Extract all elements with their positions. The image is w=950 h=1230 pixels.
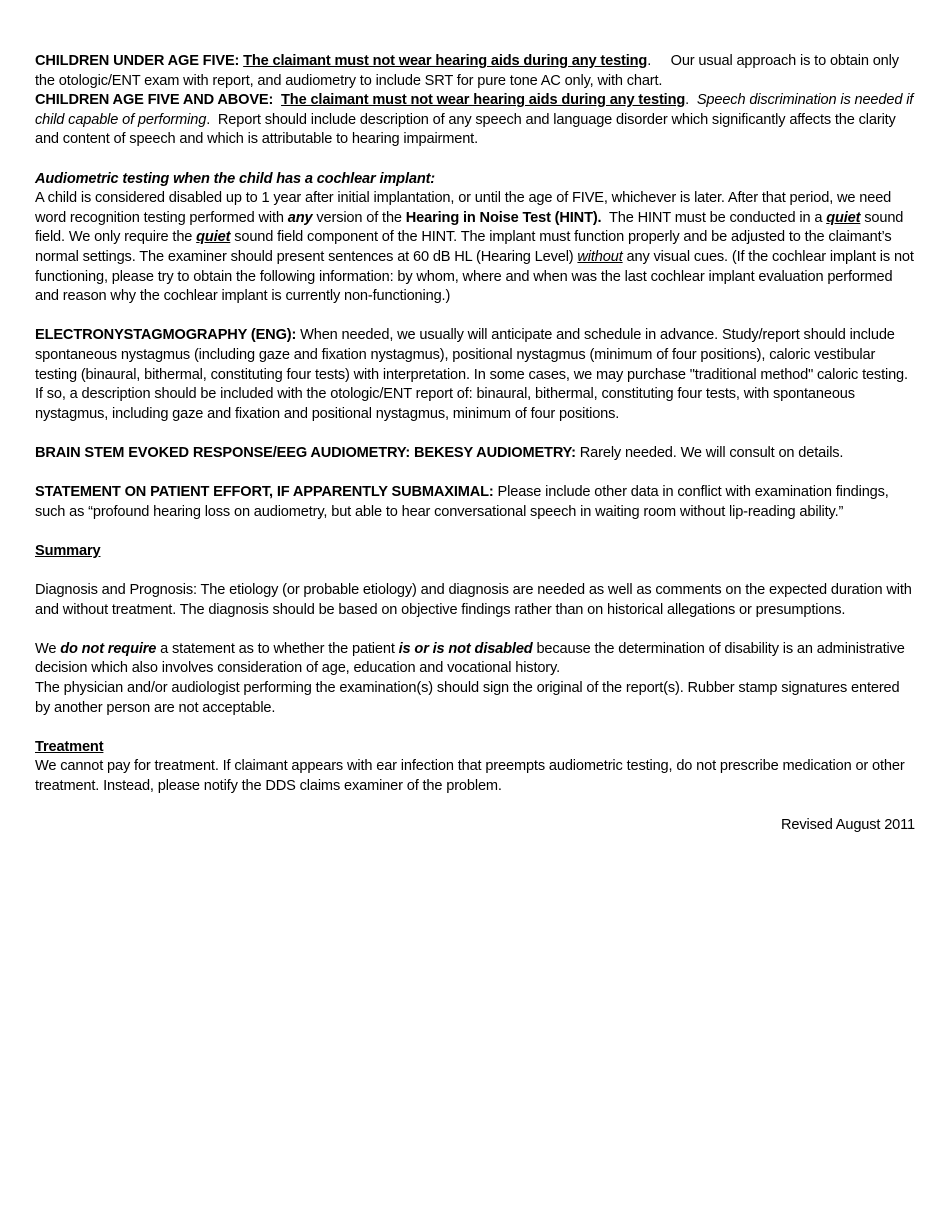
cochlear-heading: Audiometric testing when the child has a cochlear implant: [35, 170, 435, 187]
document-page [35, 52, 915, 836]
five-and-above-text: Report should include description of any speech and language disorder which significantly affects the clarity and content of speech and which is attributable to hearing impairment. [35, 111, 896, 148]
brainstem-heading: BRAIN STEM EVOKED RESPONSE/EEG AUDIOMETRY: BEKESY AUDIOMETRY: [35, 444, 576, 461]
under-five-heading: CHILDREN UNDER AGE FIVE: [35, 53, 240, 69]
treatment-text: We cannot pay for treatment. If claimant appears with ear infection that preempts audiometric testing, do not prescribe medication or other treatment. Instead, please notify the DDS claims examiner of the problem. [35, 758, 905, 794]
cochlear-quiet-2: quiet [196, 229, 231, 246]
summary-do-not-require: do not require [60, 640, 157, 657]
five-and-above-heading: CHILDREN AGE FIVE AND ABOVE: [35, 92, 274, 109]
eng-paragraph [35, 326, 915, 424]
under-five-text: Our usual approach is to obtain only the otologic/ENT exam with report, and audiometry to include SRT for pure tone AC only, with chart. [35, 53, 899, 89]
effort-text: Please include other data in conflict with examination findings, such as “profound hearing loss on audiometry, but able to hear conversational speech in waiting room without lip-reading ability.” [35, 484, 889, 520]
treatment-heading: Treatment [35, 738, 104, 755]
summary-diagnosis: Diagnosis and Prognosis: The etiology (or probable etiology) and diagnosis are needed as well as comments on the expected duration with and without treatment. The diagnosis should be based on objective findings rather than on historical allegations or presumptions. [35, 582, 912, 618]
brainstem-paragraph [35, 444, 915, 464]
summary-signature-paragraph: The physician and/or audiologist performing the examination(s) should sign the original of the report(s). Rubber stamp signatures entered by another person are not acceptable. [35, 680, 900, 716]
five-and-above-emphasis: The claimant must not wear hearing aids during any testing [281, 92, 686, 109]
under-five-paragraph: CHILDREN UNDER AGE FIVE: The claimant must not wear hearing aids during any testing. Our usual approach is to obtain only the otologic/ENT exam with report, and audiometry to include SRT for pure tone AC only, with chart. [35, 53, 899, 89]
revised-date: Revised August 2011 [781, 817, 915, 834]
cochlear-quiet-1: quiet [826, 209, 861, 226]
cochlear-without: without [577, 248, 623, 265]
summary-disability-paragraph: We do not require a statement as to whether the patient is or is not disabled because the determination of disability is an administrative decision which also involves consideration of age, education and vocational history. [35, 640, 905, 677]
effort-paragraph [35, 483, 915, 522]
cochlear-any: any [287, 209, 313, 226]
summary-heading: Summary [35, 542, 101, 559]
eng-text: When needed, we usually will anticipate and schedule in advance. Study/report should include spontaneous nystagmus (including gaze and fixation nystagmus), positional nystagmus (minimum of four positions), caloric vestibular testing (binaural, bithermal, constituting four tests) with interpretation. In some cases, we may purchase "traditional method" caloric testing. If so, a description should be included with the otologic/ENT report of: binaural, bithermal, constituting four tests, with spontaneous nystagmus, including gaze and fixation and positional nystagmus, minimum of four positions. [35, 327, 908, 422]
cochlear-paragraph: A child is considered disabled up to 1 year after initial implantation, or until the age of FIVE, whichever is later. After that period, we need word recognition testing performed with any version of the Hearing in Noise Test (HINT). The HINT must be conducted in a quiet sound field. We only require the quiet sound field component of the HINT. The implant must function properly and be adjusted to the claimant’s normal settings. The examiner should present sentences at 60 dB HL (Hearing Level) without any visual cues. (If the cochlear implant is not functioning, please try to obtain the following information: by whom, where and when was the last cochlear implant evaluation performed and reason why the cochlear implant is currently non-functioning.) [35, 190, 914, 305]
eng-heading: ELECTRONYSTAGMOGRAPHY (ENG): [35, 327, 297, 344]
under-five-emphasis: The claimant must not wear hearing aids during any testing [243, 53, 648, 69]
brainstem-text: Rarely needed. We will consult on details. [579, 444, 844, 461]
five-and-above-paragraph: CHILDREN AGE FIVE AND ABOVE: The claimant must not wear hearing aids during any testing. Speech discrimination is needed if child capable of performing. Report should include description of any speech and language disorder which significantly affects the clarity and content of speech and which is attributable to hearing impairment. [35, 92, 914, 148]
summary-disabled: is or is not disabled [398, 640, 533, 657]
five-and-above-italic: Speech discrimination is needed if child capable of performing [35, 92, 914, 128]
effort-heading: STATEMENT ON PATIENT EFFORT, IF APPARENTLY SUBMAXIMAL: [35, 484, 494, 501]
cochlear-hint: Hearing in Noise Test (HINT). [405, 209, 602, 226]
